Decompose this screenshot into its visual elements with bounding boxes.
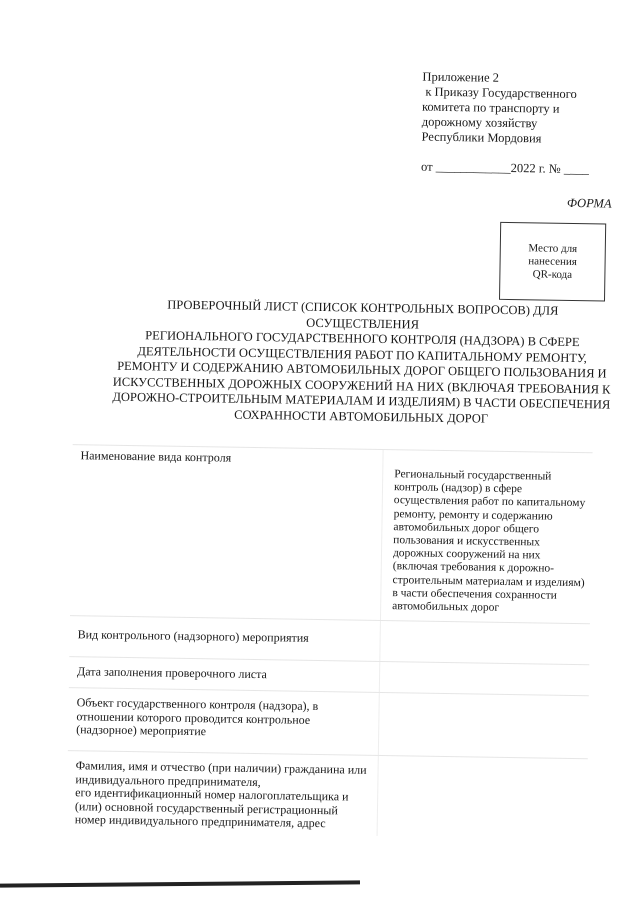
title-line: ИСКУССТВЕННЫХ ДОРОЖНЫХ СООРУЖЕНИЙ НА НИХ (ВКЛЮЧАЯ ТРЕБОВАНИЯ К (112, 374, 611, 397)
title-line: РЕГИОНАЛЬНОГО ГОСУДАРСТВЕННОГО КОНТРОЛЯ (НАДЗОРА) В СФЕРЕ (145, 328, 580, 350)
row-value-line: (включая требования к дорожно- (392, 560, 555, 576)
row-label (75, 759, 367, 831)
row-label-line: Вид контрольного (надзорного) мероприятия (77, 627, 309, 645)
row-label (77, 665, 267, 681)
column-divider (378, 693, 380, 755)
column-divider (377, 756, 379, 836)
appendix-line: к Приказу Государственного (422, 84, 577, 102)
row-label-line: номер индивидуального предпринимателя, адрес (74, 812, 326, 831)
title-line: РЕМОНТУ И СОДЕРЖАНИЮ АВТОМОБИЛЬНЫХ ДОРОГ ОБЩЕГО ПОЛЬЗОВАНИЯ И (117, 358, 607, 381)
row-label-line: отношении которого проводится контрольное (76, 708, 311, 727)
title-line: ДЕЯТЕЛЬНОСТИ ОСУЩЕСТВЛЕНИЯ РАБОТ ПО КАПИТАЛЬНОМУ РЕМОНТУ, (137, 343, 587, 365)
row-label (80, 449, 231, 465)
appendix-line: комитета по транспорту и (421, 99, 560, 116)
inspection-info-table (67, 444, 593, 839)
table-row (67, 750, 588, 839)
row-label-line: его идентификационный номер налогоплательщика и (75, 785, 349, 804)
appendix-line: Республики Мордовия (421, 129, 542, 146)
row-label-line: Наименование вида контроля (80, 448, 232, 465)
row-value-line: строительным материалам и изделиям) (392, 573, 585, 589)
document-title (111, 297, 613, 429)
row-label (76, 696, 318, 740)
row-value-line: пользования и искусственных (393, 534, 541, 549)
column-divider (380, 450, 384, 620)
row-value (392, 468, 594, 616)
title-line: СОХРАННОСТИ АВТОМОБИЛЬНЫХ ДОРОГ (234, 407, 489, 426)
row-value-line: осуществления работ по капитальному (393, 494, 586, 510)
row-value-line: автомобильных дорог (392, 600, 500, 614)
row-value-line: Региональный государственный (394, 468, 552, 483)
qr-box-line: QR-кода (532, 267, 573, 281)
row-value-line: контроль (надзор) в сфере (393, 481, 523, 496)
row-value-line: дорожных сооружений на них (392, 547, 541, 562)
row-label-line: (надзорное) мероприятие (76, 722, 207, 739)
row-value-line: автомобильных дорог общего (393, 520, 540, 536)
form-label: ФОРМА (566, 195, 612, 211)
row-label-line: Дата заполнения проверочного листа (77, 664, 267, 682)
row-label-line: Фамилия, имя и отчество (при наличии) гражданина или (75, 758, 367, 777)
row-label-line: Объект государственного контроля (надзора), в (76, 695, 319, 714)
appendix-line: Приложение 2 (422, 69, 500, 85)
title-line: ДОРОЖНО-СТРОИТЕЛЬНЫМ МАТЕРИАЛАМ И ИЗДЕЛИЯМ) В ЧАСТИ ОБЕСПЕЧЕНИЯ (112, 389, 611, 412)
order-date-line: от ____________2022 г. № ____ (420, 159, 589, 177)
qr-box-line: Место для (528, 241, 578, 255)
row-value-line: ремонту, ремонту и содержанию (393, 507, 553, 523)
appendix-line: дорожному хозяйству (421, 114, 538, 131)
appendix-reference (421, 70, 577, 147)
title-line: ПРОВЕРОЧНЫЙ ЛИСТ (СПИСОК КОНТРОЛЬНЫХ ВОПРОСОВ) ДЛЯ ОСУЩЕСТВЛЕНИЯ (167, 297, 559, 332)
table-row (70, 444, 593, 623)
row-label-line: индивидуального предпринимателя, (75, 771, 261, 789)
row-label (78, 628, 309, 645)
qr-box-line: нанесения (528, 254, 577, 268)
column-divider (379, 662, 380, 692)
column-divider (379, 621, 381, 661)
qr-code-placeholder (499, 222, 606, 302)
table-row (68, 687, 589, 758)
row-label-line: (или) основной государственный регистрационный (74, 798, 338, 817)
row-value-line: в части обеспечения сохранности (392, 587, 557, 602)
